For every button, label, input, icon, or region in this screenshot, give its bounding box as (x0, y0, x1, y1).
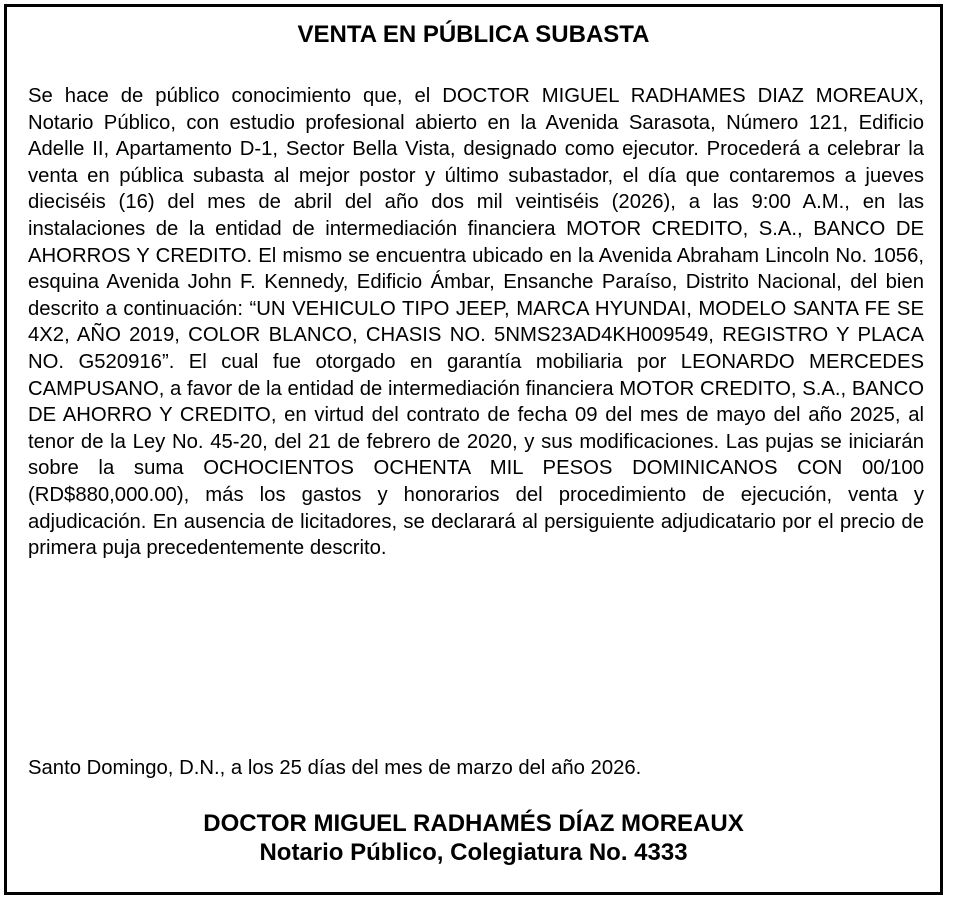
signatory-name: DOCTOR MIGUEL RADHAMÉS DÍAZ MOREAUX (203, 810, 744, 837)
notice-body-paragraph: Se hace de público conocimiento que, el DOCTOR MIGUEL RADHAMES DIAZ MOREAUX, Notario Público, con estudio profesional abierto en la Avenida Sarasota, Número 121, Edificio Adelle II, Apartamento D-1, Sector Bella Vista, designado como ejecutor. Procederá a celebrar la venta en pública subasta al mejor postor y último subastador, el día que contaremos a jueves dieciséis (16) del mes de abril del año dos mil veintiséis (2026), a las 9:00 A.M., en las instalaciones de la entidad de intermediación financiera MOTOR CREDITO, S.A., BANCO DE AHORROS Y CREDITO. El mismo se encuentra ubicado en la Avenida Abraham Lincoln No. 1056, esquina Avenida John F. Kennedy, Edificio Ámbar, Ensanche Paraíso, Distrito Nacional, del bien descrito a continuación: “UN VEHICULO TIPO JEEP, MARCA HYUNDAI, MODELO SANTA FE SE 4X2, AÑO 2019, COLOR BLANCO, CHASIS NO. 5NMS23AD4KH009549, REGISTRO Y PLACA NO. G520916”. El cual fue otorgado en garantía mobiliaria por LEONARDO MERCEDES CAMPUSANO, a favor de la entidad de intermediación financiera MOTOR CREDITO, S.A., BANCO DE AHORRO Y CREDITO, en virtud del contrato de fecha 09 del mes de mayo del año 2025, al tenor de la Ley No. 45-20, del 21 de febrero de 2020, y sus modificaciones. Las pujas se iniciarán sobre la suma OCHOCIENTOS OCHENTA MIL PESOS DOMINICANOS CON 00/100 (RD$880,000.00), más los gastos y honorarios del procedimiento de ejecución, venta y adjudicación. En ausencia de licitadores, se declarará al persiguiente adjudicatario por el precio de primera puja precedentemente descrito. (28, 85, 924, 560)
legal-notice-box (4, 4, 943, 895)
signatory-role: Notario Público, Colegiatura No. 4333 (259, 839, 688, 866)
place-date-line: Santo Domingo, D.N., a los 25 días del mes de marzo del año 2026. (28, 757, 642, 779)
notice-title: VENTA EN PÚBLICA SUBASTA (297, 21, 650, 48)
